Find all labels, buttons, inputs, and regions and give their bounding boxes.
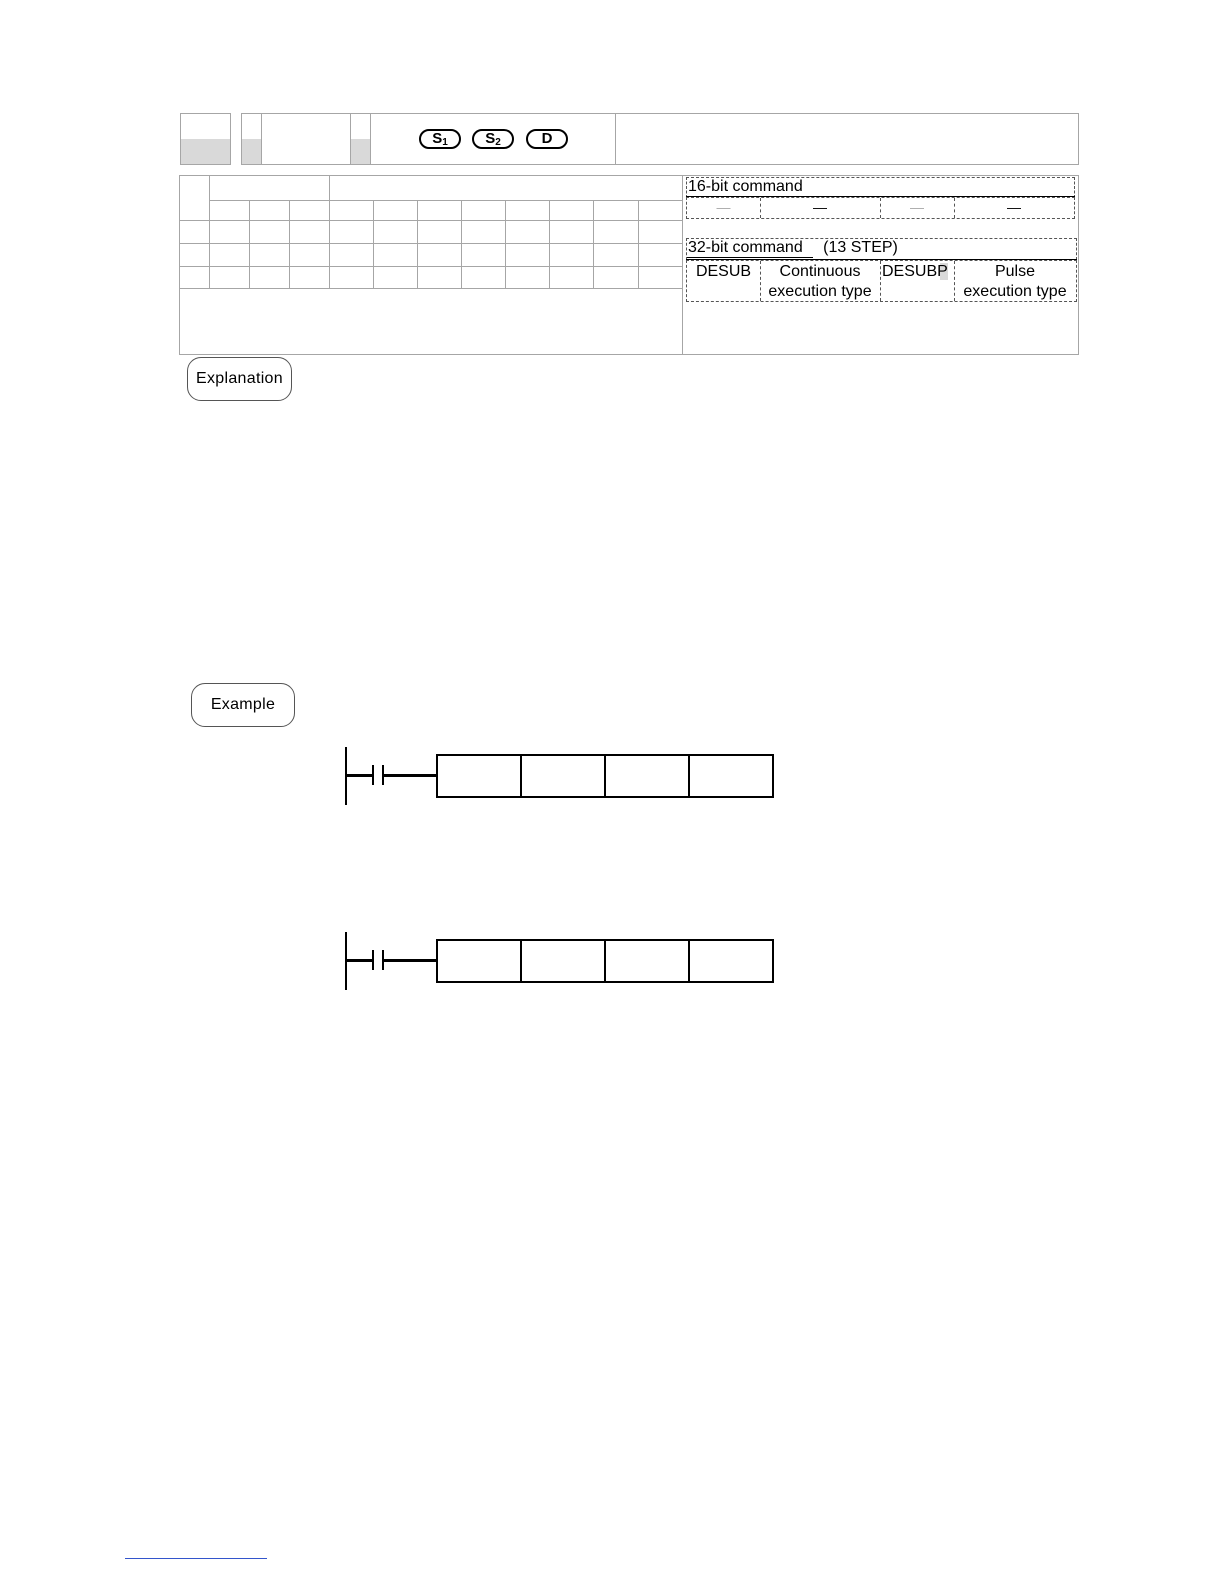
rung-wire (346, 959, 373, 962)
continuous-type-line1: Continuous (779, 263, 861, 280)
bit16-cell: — (716, 199, 731, 215)
bit32-title: 32-bit command (687, 239, 813, 258)
bit16-cell: — (1007, 199, 1021, 215)
api-number-shade (181, 139, 230, 164)
example-label: Example (191, 683, 295, 727)
api-number-box (180, 113, 231, 165)
bit32-title-row (686, 238, 1077, 260)
bit16-sep (954, 198, 955, 218)
instruction-name-shade (242, 139, 261, 164)
bit16-title-row (686, 177, 1075, 198)
instruction-box-divider (604, 754, 606, 798)
explanation-label: Explanation (187, 357, 292, 401)
instruction-box-divider (604, 939, 606, 983)
contact-left-bar (372, 765, 374, 785)
instruction-name-divider (261, 114, 262, 164)
operand-d-icon: D (526, 129, 568, 149)
operand-box (370, 113, 616, 165)
operand-s2-icon: $S_2$ (472, 129, 514, 149)
rung-wire (383, 959, 437, 962)
bit16-cell: — (813, 199, 827, 215)
rung-wire (346, 774, 373, 777)
bit16-sep (880, 198, 881, 218)
instruction-box-divider (520, 939, 522, 983)
operand-s1-icon: $S_1$ (419, 129, 461, 149)
continuous-type-line2: execution type (768, 283, 872, 300)
instruction-name-shade-2 (351, 139, 371, 164)
rung-wire (383, 774, 437, 777)
bit32-steps: (13 STEP) (823, 239, 898, 256)
pulse-instruction-name: DESUBP (882, 263, 948, 280)
bit32-sep (760, 261, 761, 301)
bit16-cell: — (910, 199, 924, 215)
function-description-box (615, 113, 1079, 165)
bit16-cells (686, 197, 1075, 219)
ladder-rung-2 (340, 930, 780, 992)
bit16-title: 16-bit command (687, 178, 813, 197)
instruction-name-box (241, 113, 371, 165)
bit16-sep (760, 198, 761, 218)
instruction-box-divider (520, 754, 522, 798)
pulse-type-line1: Pulse (994, 263, 1036, 280)
instruction-box-divider (688, 754, 690, 798)
ladder-rung-1 (340, 745, 780, 807)
continuous-instruction-name: DESUB (695, 263, 752, 280)
footer-link-underline[interactable] (125, 1558, 267, 1559)
device-grid (179, 175, 684, 355)
pulse-type-line2: execution type (963, 283, 1067, 300)
bit32-cells (686, 260, 1077, 302)
bit32-sep (954, 261, 955, 301)
instruction-box-divider (688, 939, 690, 983)
contact-left-bar (372, 950, 374, 970)
bit32-sep (880, 261, 881, 301)
